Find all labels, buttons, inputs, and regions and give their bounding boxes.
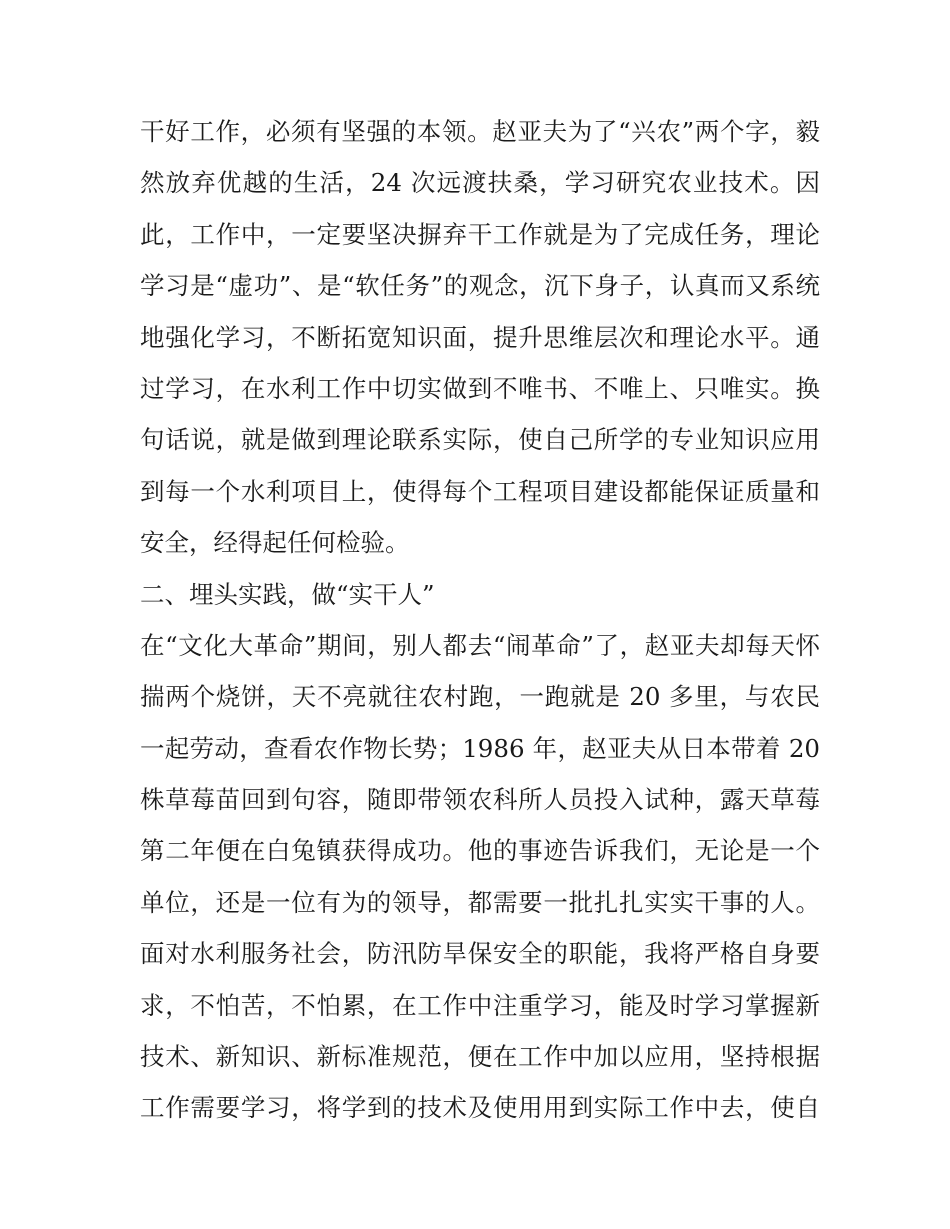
text-line: 技术、新知识、新标准规范，便在工作中加以应用，坚持根据 [140,1042,820,1072]
text-line: 第二年便在白兔镇获得成功。他的事迹告诉我们，无论是一个 [140,836,820,866]
text-line: 学习是“虚功”、是“软任务”的观念，沉下身子，认真而又系统 [140,271,820,301]
text-line: 求，不怕苦，不怕累，在工作中注重学习，能及时学习掌握新 [140,990,820,1020]
text-line: 工作需要学习，将学到的技术及使用用到实际工作中去，使自 [140,1093,820,1123]
text-line: 到每一个水利项目上，使得每个工程项目建设都能保证质量和 [140,476,820,506]
document-body [140,106,820,1134]
text-line: 过学习，在水利工作中切实做到不唯书、不唯上、只唯实。换 [140,373,820,403]
text-line: 揣两个烧饼，天不亮就往农村跑，一跑就是 20 多里，与农民 [140,682,820,712]
text-line: 一起劳动，查看农作物长势；1986 年，赵亚夫从日本带着 20 [140,733,820,763]
section-heading: 二、埋头实践，做“实干人” [140,579,435,609]
text-line: 面对水利服务社会，防汛防旱保安全的职能，我将严格自身要 [140,939,820,969]
text-line: 安全，经得起任何检验。 [140,528,410,558]
text-line: 句话说，就是做到理论联系实际，使自己所学的专业知识应用 [140,425,820,455]
text-line: 干好工作，必须有坚强的本领。赵亚夫为了“兴农”两个字，毅 [140,117,820,146]
text-line: 然放弃优越的生活，24 次远渡扶桑，学习研究农业技术。因 [140,168,820,198]
text-line: 地强化学习，不断拓宽知识面，提升思维层次和理论水平。通 [140,322,820,352]
text-line: 株草莓苗回到句容，随即带领农科所人员投入试种，露天草莓 [140,785,820,815]
text-line: 单位，还是一位有为的领导，都需要一批扎扎实实干事的人。 [140,887,820,917]
text-line: 此，工作中，一定要坚决摒弃干工作就是为了完成任务，理论 [140,219,820,249]
text-line: 在“文化大革命”期间，别人都去“闹革命”了，赵亚夫却每天怀 [140,630,820,660]
